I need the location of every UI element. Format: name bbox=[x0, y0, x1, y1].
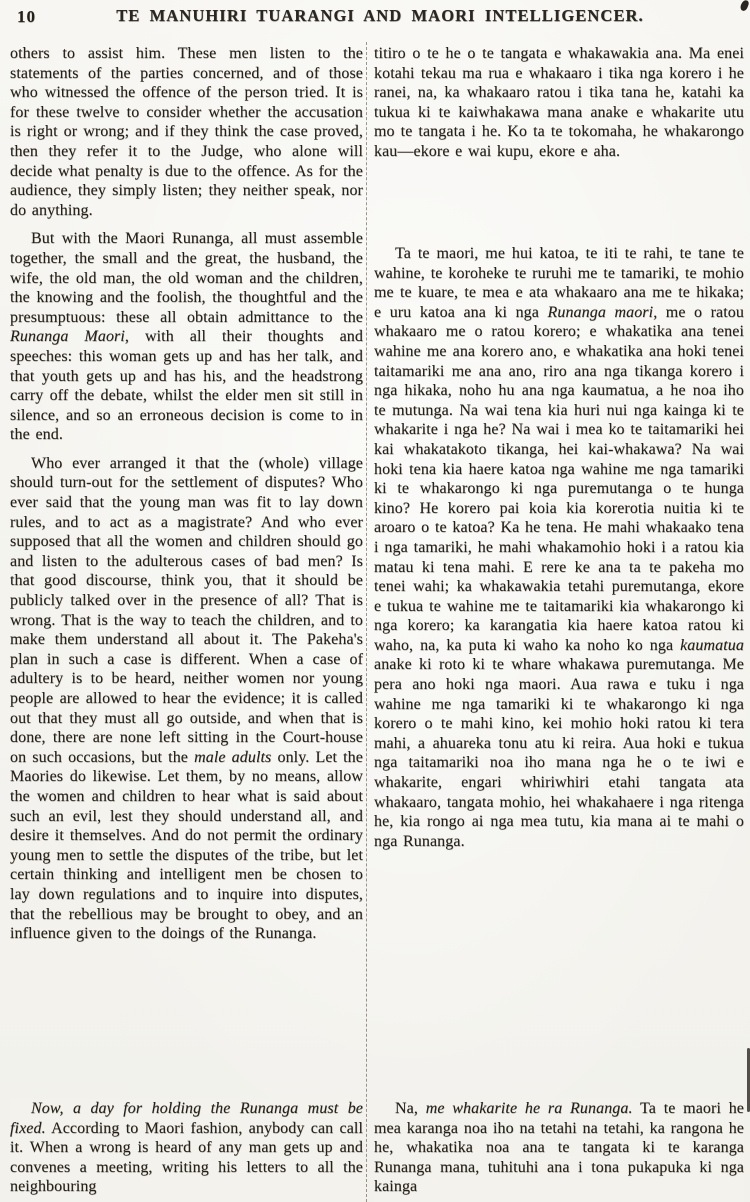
english-column-last-paragraph bbox=[10, 1099, 363, 1202]
column-divider bbox=[366, 42, 367, 1202]
page-number: 10 bbox=[17, 7, 36, 26]
page-header bbox=[55, 6, 705, 26]
italic-text-run: Runanga maori bbox=[547, 303, 654, 321]
text-run: Ta te maori, me hui katoa, te iti te rahi, te tane te wahine, te koroheke te ruruhi me te tamariki, te mohio me te kuare, te mea e ata whakaaro ana me te hikaka; e uru katoa ana ki nga bbox=[374, 245, 744, 321]
text-run: anake ki roto ki te whare whakawa puremutanga. Me pera ano hoki nga maori. Aua rawa e tuku i nga wahine me nga tamariki ki te whakarongo ki nga korero o te mahi kino, kei mohio hoki ratou ki tera mahi, a ahuareka tonu atu ki reira. Aua hoki e tukua nga taitamariki noa iho mana nga he o te iwi e whakarite, engari whiriwhiri etahi tangata ata whakaaro, tangata mohio, hei whakahaere i nga ritenga he, kia rongo ai nga mea tutu, kia mana ai te mahi o nga Runanga. bbox=[374, 656, 744, 850]
text-run: only. Let the Maories do likewise. Let them, by no means, allow the women and children to hear what is said about such an evil, lest they should understand all, and desire it themselves. And do not permit the ordinary young men to settle the disputes of the tribe, but let certain thinking and intelligent men be chosen to lay down regulations and to inquire into disputes, that the rebellious may be brought to obey, and an influence given to the doings of the Runanga. bbox=[10, 748, 363, 943]
text-run: Who ever arranged it that the (whole) village should turn-out for the settlement of disputes? Who ever said that the young man was fit to lay down rules, and to act as a magistrate? And who ever supposed that all the women and children should go and listen to the adulterous cases of bad men? Is that good discourse, think you, that it should be publicly talked over in the presence of all? That is wrong. That is the way to teach the children, and to make them understand all about it. The Pakeha's plan in such a case is different. When a case of adultery is to be heard, neither women nor young people are allowed to hear the evidence; it is called out that they must all go outside, and when that is done, there are none left sitting in the Court-house on such occasions, but the bbox=[10, 454, 363, 766]
text-run: According to Maori fashion, anybody can call it. When a wrong is heard of any man gets up and convenes a meeting, writing his letters to all the neighbouring bbox=[10, 1119, 363, 1196]
text-run: titiro o te he o te tangata e whakawakia ana. Ma enei kotahi tekau ma rua e whakaaro i tika nga korero i he ranei, na, ka whakaaro ratou i tika tana he, katahi ka tukua ki te kaiwhakawa mana anake e whakarite utu mo te tangata i he. Ko ta te tokomaha, he whakarongo kau—ekore e wai kupu, ekore e aha. bbox=[374, 45, 744, 160]
paragraph bbox=[10, 1099, 363, 1197]
paragraph bbox=[10, 454, 363, 944]
english-column-main bbox=[10, 44, 363, 944]
paragraph bbox=[10, 44, 363, 220]
text-run: , me o ratou whakaaro me o ratou korero; e whakatika ana tenei wahine me ana korero ano, e whakatika ana hoki tenei taitamariki me ana ano, riro ana nga tikanga korero i nga hikaka, noho hu ana nga kaumatua, a he noa iho te mutunga. Na wai tena kia huri nui nga kainga ki te whakarite i nga he? Na wai i mea ko te taitamariki hei kai whakatakoto tikanga, hei kai-whakawa? Na wai hoki tena kia haere katoa nga wahine me nga tamariki ki te whakarongo ki nga puremutanga o te hunga kino? He korero pai koia kia korerotia nuitia ki te aroaro o te katoa? Ka he tena. He mahi whakaako tena i nga tamariki, he mahi whakamohio hoki i a ratou kia matau ki tena mahi. E rere ke ana ta te pakeha mo tenei wahi; ka whakawakia tetahi puremutanga, ekore e tukua te wahine me te taitamariki kia whakarongo ki nga korero; ka karangatia kia haere katoa ratou ki waho, na, ka puta ki waho ka noho ko nga bbox=[374, 303, 744, 654]
scan-artifact bbox=[739, 0, 749, 12]
italic-text-run: Runanga Maori bbox=[10, 328, 125, 346]
text-run: Ta te maori he mea karanga noa iho na tetahi na tetahi, ka rangona he he, whakatika noa ana te tangata ki te karanga Runanga mana, tuhituhi ana i tona pukapuka ki nga kainga bbox=[374, 1100, 744, 1196]
text-run: others to assist him. These men listen to the statements of the parties concerned, and of those who witnessed the offence of the person tried. It is for these twelve to consider whether the accusation is right or wrong; and if they think the case proved, then they refer it to the Judge, who alone will decide what penalty is due to the offence. As for the audience, they simply listen; they neither speak, nor do anything. bbox=[10, 45, 363, 219]
paragraph bbox=[374, 44, 744, 162]
italic-text-run: Now, a day for holding the Runanga must be fixed. bbox=[10, 1100, 363, 1137]
maori-column-main bbox=[374, 244, 744, 851]
text-run: But with the Maori Runanga, all must assemble together, the small and the great, the husband, the wife, the old man, the old woman and the children, the knowing and the foolish, the thoughtful and the presumptuous: these all obtain admittance to the bbox=[10, 230, 363, 326]
italic-text-run: male adults bbox=[194, 748, 272, 766]
text-run: Na, bbox=[395, 1100, 426, 1117]
paragraph bbox=[374, 244, 744, 851]
maori-column-last-paragraph bbox=[374, 1099, 744, 1202]
maori-column-first-paragraph bbox=[374, 44, 744, 162]
paragraph bbox=[10, 229, 363, 445]
page-title: TE MANUHIRI TUARANGI AND MAORI INTELLIGENCER. bbox=[116, 6, 644, 25]
paragraph bbox=[374, 1099, 744, 1197]
italic-text-run: kaumatua bbox=[680, 636, 744, 654]
italic-text-run: me whakarite he ra Runanga. bbox=[425, 1100, 633, 1117]
text-run: , with all their thoughts and speeches: this woman gets up and has her talk, and that youth gets up and has his, and the headstrong carry off the debate, whilst the elder men sit still in silence, and so an erroneous decision is come to in the end. bbox=[10, 328, 363, 444]
